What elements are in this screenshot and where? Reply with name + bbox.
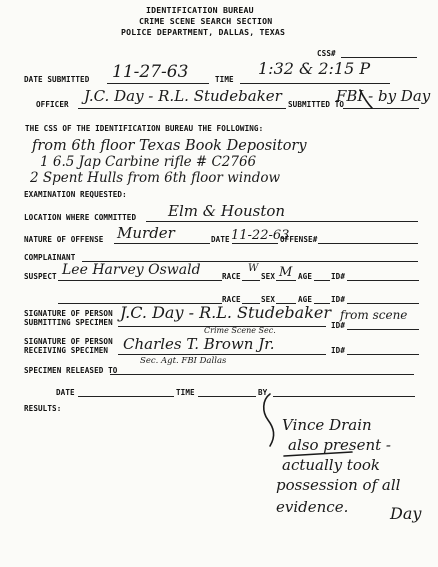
submitting-signature-label-1: SIGNATURE OF PERSON	[24, 309, 113, 318]
suspect-value: Lee Harvey Oswald	[62, 262, 201, 278]
following-line-2: 1 6.5 Jap Carbine rifle # C2766	[40, 154, 257, 170]
submitting-note: from scene	[340, 308, 408, 322]
age-2-label: AGE	[298, 295, 313, 304]
examination-requested-label: EXAMINATION REQUESTED:	[24, 190, 127, 199]
age-label: AGE	[298, 272, 313, 281]
receiving-subtext: Sec. Agt. FBI Dallas	[140, 356, 227, 366]
offense-date-value: 11-22-63	[231, 228, 290, 243]
following-label: THE CSS OF THE IDENTIFICATION BUREAU THE FOLLOWING:	[25, 124, 264, 133]
submitting-id-label: ID#	[331, 321, 346, 330]
receiving-signature-label-1: SIGNATURE OF PERSON	[24, 337, 113, 346]
location-value: Elm & Houston	[168, 202, 286, 220]
receiving-id-label: ID#	[331, 346, 346, 355]
sex-label: SEX	[261, 272, 276, 281]
results-label: RESULTS:	[24, 404, 62, 413]
submitted-to-value: FBI - by Day	[336, 87, 431, 105]
note-line-1: Vince Drain	[282, 416, 372, 434]
note-line-2: also present -	[288, 436, 391, 454]
race-label: RACE	[222, 272, 241, 281]
time-label: TIME	[215, 75, 234, 84]
time-value: 1:32 & 2:15 P	[258, 59, 371, 78]
sex-2-label: SEX	[261, 295, 276, 304]
receiving-signature-label-2: RECEIVING SPECIMEN	[24, 346, 109, 355]
department-title: POLICE DEPARTMENT, DALLAS, TEXAS	[121, 27, 286, 37]
race-value: W	[248, 263, 259, 274]
submitting-signature-label-2: SUBMITTING SPECIMEN	[24, 318, 113, 327]
release-date-label: DATE	[56, 388, 75, 397]
officer-value: J.C. Day - R.L. Studebaker	[84, 87, 282, 105]
offense-number-label: OFFENSE#	[280, 235, 318, 244]
note-bracket-stroke	[264, 394, 274, 446]
race-2-label: RACE	[222, 295, 241, 304]
note-line-3: actually took	[282, 456, 380, 474]
bureau-title: IDENTIFICATION BUREAU	[146, 5, 254, 15]
id-2-label: ID#	[331, 295, 346, 304]
note-underline-stroke	[284, 452, 352, 456]
location-label: LOCATION WHERE COMMITTED	[24, 213, 137, 222]
date-submitted-label: DATE SUBMITTED	[24, 75, 90, 84]
following-line-3: 2 Spent Hulls from 6th floor window	[30, 170, 281, 186]
specimen-released-label: SPECIMEN RELEASED TO	[24, 366, 118, 375]
submitted-to-label: SUBMITTED TO	[288, 100, 345, 109]
following-line-1: from 6th floor Texas Book Depository	[32, 138, 307, 154]
submitted-to-scribble	[360, 90, 372, 108]
nature-of-offense-value: Murder	[117, 224, 175, 242]
submitting-subtext: Crime Scene Sec.	[204, 326, 276, 335]
release-by-label: BY	[258, 388, 268, 397]
sex-value: M	[279, 265, 293, 280]
release-time-label: TIME	[176, 388, 195, 397]
date-submitted-value: 11-27-63	[112, 62, 189, 82]
id-label: ID#	[331, 272, 346, 281]
note-initials: Day	[390, 504, 422, 523]
suspect-label: SUSPECT	[24, 272, 57, 281]
complainant-label: COMPLAINANT	[24, 253, 76, 262]
offense-date-label: DATE	[211, 235, 230, 244]
note-line-4: possession of all	[276, 476, 401, 494]
css-number-label: CSS#	[317, 49, 336, 58]
receiving-signature: Charles T. Brown Jr.	[123, 335, 275, 353]
note-line-5: evidence.	[276, 498, 349, 516]
section-title: CRIME SCENE SEARCH SECTION	[139, 16, 273, 26]
submitting-signature: J.C. Day - R.L. Studebaker	[120, 303, 332, 322]
officer-label: OFFICER	[36, 100, 69, 109]
nature-of-offense-label: NATURE OF OFFENSE	[24, 235, 104, 244]
